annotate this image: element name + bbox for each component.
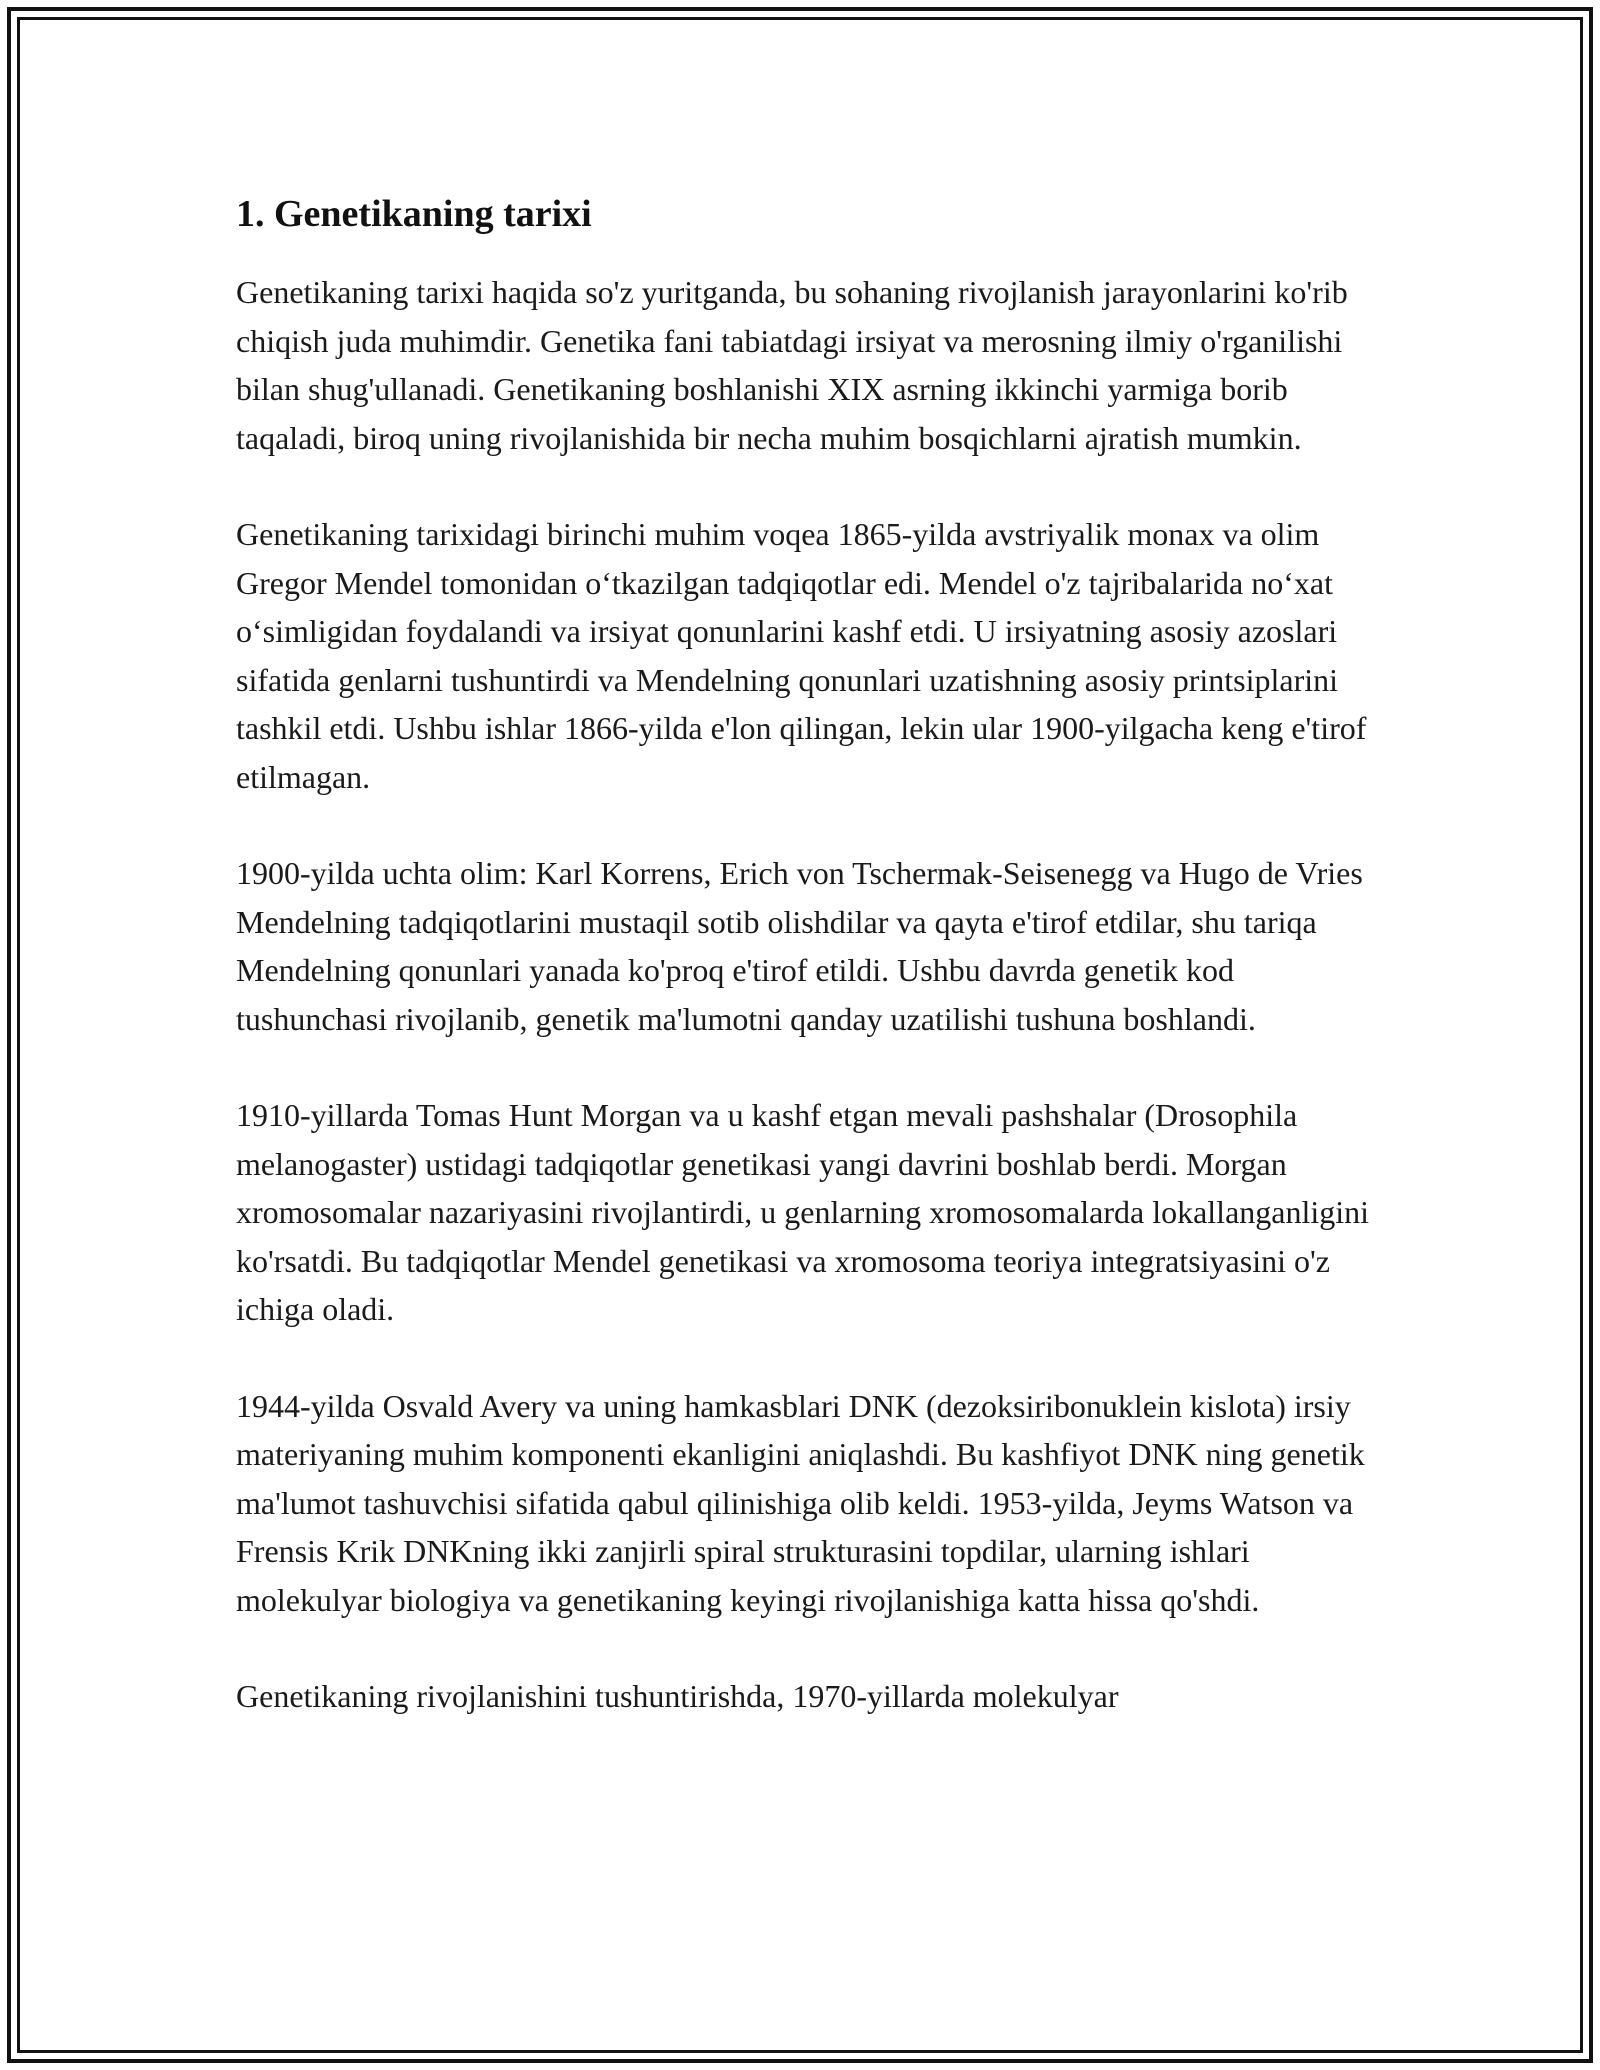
paragraph-morgan: 1910-yillarda Tomas Hunt Morgan va u kashf etgan mevali pashshalar (Drosophila melanogaster) ustidagi tadqiqotlar genetikasi yangi davrini boshlab berdi. Morgan xromosomalar nazariyasini rivojlantirdi, u genlarning xromosomalarda lokallanganligini ko'rsatdi. Bu tadqiqotlar Mendel genetikasi va xromosoma teoriya integratsiyasini o'z ichiga oladi. xyxy=(236,1097,1370,1327)
paragraph-mendel: Genetikaning tarixidagi birinchi muhim voqea 1865-yilda avstriyalik monax va olim Gregor Mendel tomonidan o‘tkazilgan tadqiqotlar edi. Mendel o'z tajribalarida no‘xat o‘simligidan foydalandi va irsiyat qonunlarini kashf etdi. U irsiyatning asosiy azoslari sifatida genlarni tushuntirdi va Mendelning qonunlari uzatishning asosiy printsiplarini tashkil etdi. Ushbu ishlar 1866-yilda e'lon qilingan, lekin ular 1900-yilgacha keng e'tirof etilmagan. xyxy=(236,516,1367,795)
paragraph-dna: 1944-yilda Osvald Avery va uning hamkasblari DNK (dezoksiribonuklein kislota) irsiy materiyaning muhim komponenti ekanligini aniqlashdi. Bu kashfiyot DNK ning genetik ma'lumot tashuvchisi sifatida qabul qilinishiga olib keldi. 1953-yilda, Jeyms Watson va Frensis Krik DNKning ikki zanjirli spiral strukturasini topdilar, ularning ishlari molekulyar biologiya va genetikaning keyingi rivojlanishiga katta hissa qo'shdi. xyxy=(236,1387,1365,1618)
paragraph-molecular: Genetikaning rivojlanishini tushuntirishda, 1970-yillarda molekulyar xyxy=(236,1678,1119,1714)
paragraph-intro: Genetikaning tarixi haqida so'z yuritganda, bu sohaning rivojlanish jarayonlarini ko'rib chiqish juda muhimdir. Genetika fani tabiatdagi irsiyat va merosning ilmiy o'rganilishi bilan shug'ullanadi. Genetikaning boshlanishi XIX asrning ikkinchi yarmiga borib taqaladi, biroq uning rivojlanishida bir necha muhim bosqichlarni ajratish mumkin. xyxy=(236,274,1348,456)
paragraph-rediscovery: 1900-yilda uchta olim: Karl Korrens, Erich von Tschermak-Seisenegg va Hugo de Vries Mendelning tadqiqotlarini mustaqil sotib olishdilar va qayta e'tirof etdilar, shu tariqa Mendelning qonunlari yanada ko'proq e'tirof etildi. Ushbu davrda genetik kod tushunchasi rivojlanib, genetik ma'lumotni qanday uzatilishi tushuna boshlandi. xyxy=(236,855,1363,1037)
section-heading: 1. Genetikaning tarixi xyxy=(236,193,592,235)
document-body xyxy=(236,188,1376,1721)
